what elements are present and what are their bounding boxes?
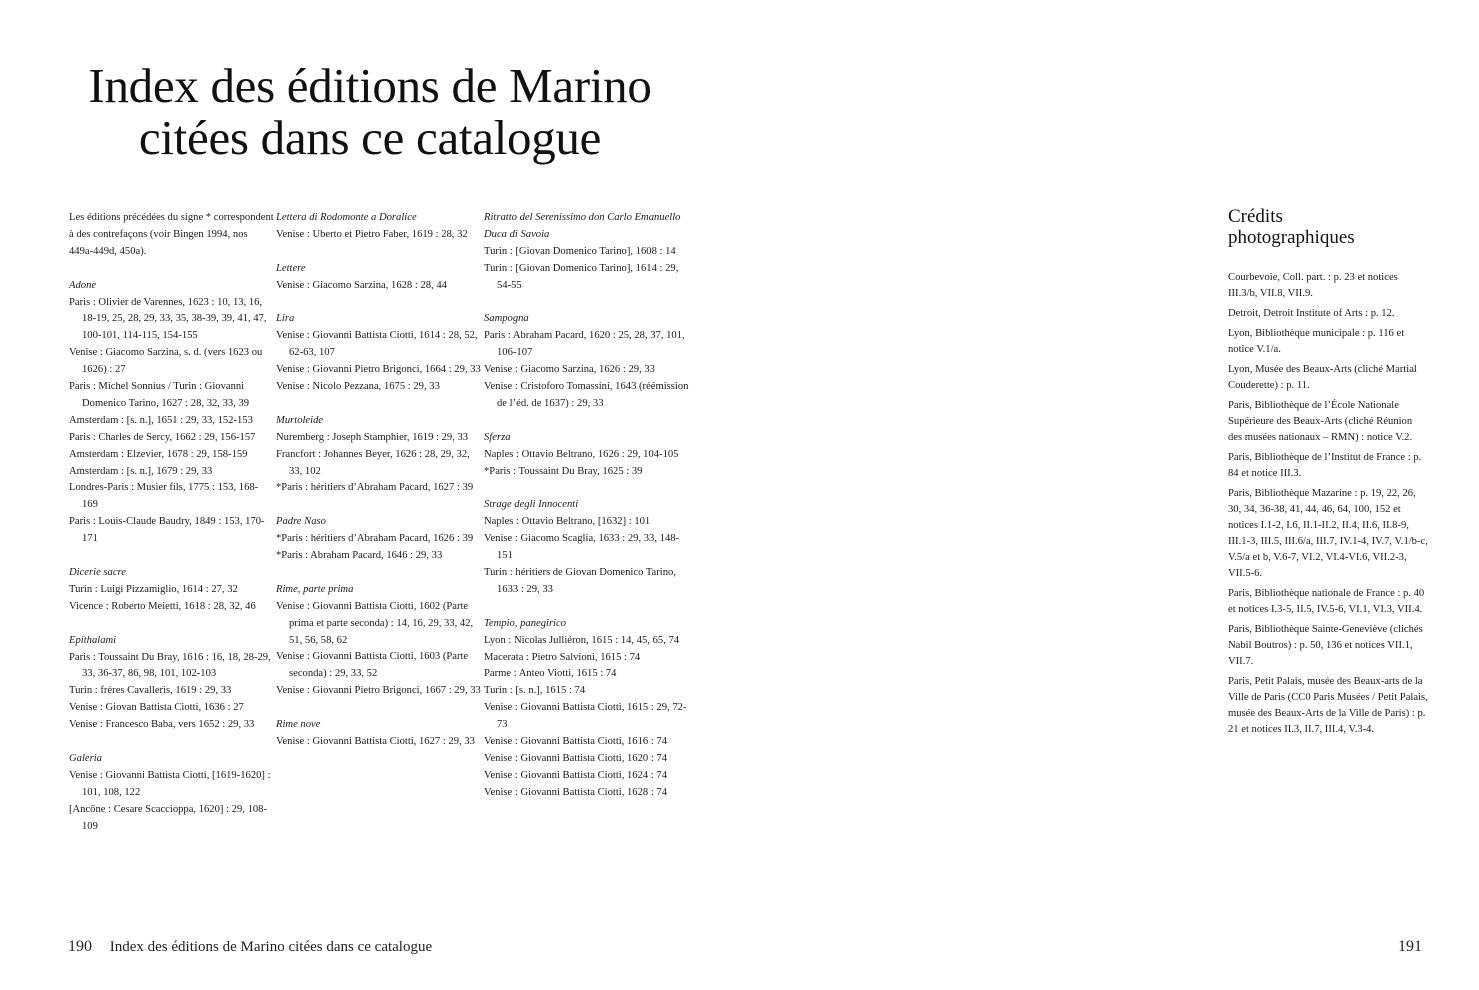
edition-entry: [Ancône : Cesare Scaccioppa, 1620] : 29, 108-109 bbox=[69, 803, 267, 832]
index-section bbox=[484, 497, 689, 598]
edition-entry: Francfort : Johannes Beyer, 1626 : 28, 29, 32, 33, 102 bbox=[276, 448, 470, 477]
edition-entry: Venise : Nicolo Pezzana, 1675 : 29, 33 bbox=[276, 381, 440, 393]
index-section bbox=[276, 413, 481, 498]
index-section bbox=[276, 514, 481, 565]
edition-entry: Nuremberg : Joseph Stamphier, 1619 : 29, 33 bbox=[276, 431, 469, 443]
index-section bbox=[484, 616, 689, 802]
title-line-2: citées dans ce catalogue bbox=[138, 110, 602, 165]
title-line-1: Index des éditions de Marino bbox=[88, 58, 652, 113]
edition-entry: Venise : Giovanni Battista Ciotti, 1620 : 74 bbox=[484, 752, 668, 764]
edition-entry: Parme : Anteo Viotti, 1615 : 74 bbox=[484, 668, 617, 680]
section-heading: Rime nove bbox=[276, 719, 321, 731]
section-heading: Padre Naso bbox=[276, 516, 326, 528]
index-section bbox=[69, 278, 274, 549]
section-heading: Epithalami bbox=[69, 634, 117, 646]
edition-entry: Amsterdam : Elzevier, 1678 : 29, 158-159 bbox=[69, 448, 248, 460]
edition-entry: Turin : Luigi Pizzamiglio, 1614 : 27, 32 bbox=[69, 583, 238, 595]
credits-list bbox=[1228, 270, 1428, 742]
index-section bbox=[276, 210, 481, 244]
edition-entry: Venise : Giovanni Battista Ciotti, 1628 : 74 bbox=[484, 786, 668, 798]
index-section bbox=[276, 261, 481, 295]
edition-entry: Amsterdam : [s. n.], 1651 : 29, 33, 152-153 bbox=[69, 414, 253, 426]
index-section bbox=[276, 582, 481, 700]
section-heading: Sferza bbox=[484, 431, 511, 443]
page-number-left: 190 bbox=[68, 938, 92, 955]
section-heading: Murtoleide bbox=[276, 414, 324, 426]
credit-entry: Paris, Bibliothèque de l’Institut de France : p. 84 et notice III.3. bbox=[1228, 452, 1422, 479]
edition-entry: Amsterdam : [s. n.], 1679 : 29, 33 bbox=[69, 465, 213, 477]
credit-entry: Lyon, Musée des Beaux-Arts (cliché Martial Couderette) : p. 11. bbox=[1228, 364, 1417, 391]
credit-entry: Paris, Bibliothèque de l’École Nationale Supérieure des Beaux-Arts (cliché Réunion des musées nationaux – RMN) : notice V.2. bbox=[1228, 400, 1413, 443]
edition-entry: Paris : Olivier de Varennes, 1623 : 10, 13, 16, 18-19, 25, 28, 29, 33, 35, 38-39, 39, 41, 47, 100-101, 114-115, 154-155 bbox=[69, 296, 267, 342]
edition-entry: Londres-Paris : Musier fils, 1775 : 153, 168-169 bbox=[69, 482, 259, 511]
index-section bbox=[69, 751, 274, 836]
credit-entry: Detroit, Detroit Institute of Arts : p. 12. bbox=[1228, 308, 1395, 319]
edition-entry: Turin : frères Cavalleris, 1619 : 29, 33 bbox=[69, 685, 232, 697]
edition-entry: Macerata : Pietro Salvioni, 1615 : 74 bbox=[484, 651, 641, 663]
edition-entry: Paris : Toussaint Du Bray, 1616 : 16, 18, 28-29, 33, 36-37, 86, 98, 101, 102-103 bbox=[69, 651, 271, 680]
section-heading: Sampogna bbox=[484, 313, 529, 325]
edition-entry: Venise : Giovanni Battista Ciotti, 1627 : 29, 33 bbox=[276, 736, 475, 747]
edition-entry: Paris : Abraham Pacard, 1620 : 25, 28, 37, 101, 106-107 bbox=[484, 330, 685, 359]
page-number-right: 191 bbox=[1398, 938, 1422, 955]
credit-entry: Lyon, Bibliothèque municipale : p. 116 et notice V.1/a. bbox=[1228, 328, 1405, 355]
index-column-2 bbox=[276, 210, 481, 768]
edition-entry: Venise : Giovanni Pietro Brigonci, 1664 : 29, 33 bbox=[276, 364, 481, 376]
edition-entry: Venise : Giovanni Battista Ciotti, 1602 (Parte prima et parte seconda) : 14, 16, 29, 33, 42, 51, 56, 58, 62 bbox=[276, 600, 474, 646]
edition-entry: *Paris : Abraham Pacard, 1646 : 29, 33 bbox=[276, 550, 443, 562]
section-heading: Tempio, panegirico bbox=[484, 617, 567, 629]
edition-entry: Venise : Giovanni Battista Ciotti, 1616 : 74 bbox=[484, 736, 668, 748]
credit-entry: Paris, Petit Palais, musée des Beaux-arts de la Ville de Paris (CC0 Paris Musées / Petit Palais, musée des Beaux-Arts de la Ville de Paris) : p. 21 et notices II.3, II.7, III.4, V.3-4. bbox=[1228, 676, 1428, 735]
edition-entry: Vicence : Roberto Meietti, 1618 : 28, 32, 46 bbox=[69, 600, 256, 612]
section-heading: Lira bbox=[276, 313, 295, 325]
section-heading: Lettera di Rodomonte a Doralice bbox=[276, 212, 417, 223]
index-section bbox=[69, 633, 274, 734]
edition-entry: Turin : héritiers de Giovan Domenico Tarino, 1633 : 29, 33 bbox=[484, 566, 676, 595]
edition-entry: Venise : Giovanni Battista Ciotti, 1603 (Parte seconda) : 29, 33, 52 bbox=[276, 651, 469, 680]
page-title bbox=[40, 60, 700, 164]
edition-entry: Turin : [Giovan Domenico Tarino], 1614 : 29, 54-55 bbox=[484, 262, 679, 291]
credit-entry: Paris, Bibliothèque nationale de France : p. 40 et notices I.3-5, II.5, IV.5-6, VI.1, VI.3, VII.4. bbox=[1228, 588, 1425, 615]
index-column-3 bbox=[484, 210, 689, 819]
credit-entry: Courbevoie, Coll. part. : p. 23 et notices III.3/b, VII.8, VII.9. bbox=[1228, 272, 1398, 299]
index-column-1 bbox=[69, 210, 274, 852]
index-section bbox=[484, 311, 689, 412]
edition-entry: Naples : Ottavio Beltrano, 1626 : 29, 104-105 bbox=[484, 448, 679, 460]
edition-entry: Venise : Francesco Baba, vers 1652 : 29, 33 bbox=[69, 719, 255, 731]
edition-entry: Venise : Giovan Battista Ciotti, 1636 : 27 bbox=[69, 702, 244, 714]
running-title: Index des éditions de Marino citées dans ce catalogue bbox=[109, 939, 433, 955]
edition-entry: Venise : Giovanni Battista Ciotti, 1614 : 28, 52, 62-63, 107 bbox=[276, 330, 478, 359]
edition-entry: Venise : Giacomo Sarzina, s. d. (vers 1623 ou 1626) : 27 bbox=[69, 347, 263, 376]
credit-entry: Paris, Bibliothèque Mazarine : p. 19, 22, 26, 30, 34, 36-38, 41, 44, 46, 64, 100, 152 et notices I.1-2, I.6, II.1-II.2, II.4, II.6, II.8-9, III.1-3, III.5, III.6/a, III.7, IV.1-4, IV.7, V.1/b-c, V.5/a et b, V.6-7, VI.2, VI.4-VI.6, VII.2-3, VII.5-6. bbox=[1228, 488, 1428, 579]
edition-entry: Turin : [s. n.], 1615 : 74 bbox=[484, 685, 586, 697]
edition-entry: *Paris : Toussaint Du Bray, 1625 : 39 bbox=[484, 465, 643, 477]
edition-entry: Paris : Charles de Sercy, 1662 : 29, 156-157 bbox=[69, 431, 256, 443]
index-section bbox=[69, 565, 274, 616]
edition-entry: Paris : Louis-Claude Baudry, 1849 : 153, 170-171 bbox=[69, 516, 265, 545]
index-section bbox=[276, 311, 481, 396]
section-heading: Galeria bbox=[69, 752, 102, 764]
index-section bbox=[484, 430, 689, 481]
edition-entry: Venise : Cristoforo Tomassini, 1643 (réémission de l’éd. de 1637) : 29, 33 bbox=[484, 381, 689, 409]
edition-entry: Venise : Giovanni Pietro Brigonci, 1667 : 29, 33 bbox=[276, 685, 481, 697]
credits-title-line-2: photographiques bbox=[1228, 227, 1355, 248]
edition-entry: Naples : Ottavio Beltrano, [1632] : 101 bbox=[484, 516, 651, 528]
footer-left bbox=[68, 938, 432, 956]
section-heading: Strage degli Innocenti bbox=[484, 499, 579, 511]
section-heading: Dicerie sacre bbox=[69, 567, 126, 578]
credits-title bbox=[1228, 206, 1355, 248]
index-section bbox=[276, 717, 481, 751]
edition-entry: Venise : Giovanni Battista Ciotti, [1619-1620] : 101, 108, 122 bbox=[69, 769, 271, 798]
edition-entry: Venise : Giacomo Scaglia, 1633 : 29, 33, 148-151 bbox=[484, 533, 680, 562]
intro-note: Les éditions précédées du signe * correspondent à des contrefaçons (voir Bingen 1994, nos 449a-449d, 450a). bbox=[69, 212, 274, 257]
edition-entry: Paris : Michel Sonnius / Turin : Giovanni Domenico Tarino, 1627 : 28, 32, 33, 39 bbox=[69, 381, 250, 409]
edition-entry: *Paris : héritiers d’Abraham Pacard, 1627 : 39 bbox=[276, 482, 474, 494]
edition-entry: Venise : Giacomo Sarzina, 1626 : 29, 33 bbox=[484, 364, 655, 376]
section-heading: Lettere bbox=[276, 262, 306, 274]
edition-entry: *Paris : héritiers d’Abraham Pacard, 1626 : 39 bbox=[276, 533, 474, 545]
section-heading: Adone bbox=[69, 279, 97, 291]
credit-entry: Paris, Bibliothèque Sainte-Geneviève (clichés Nabil Boutros) : p. 50, 136 et notices VII.1, VII.7. bbox=[1228, 624, 1423, 667]
edition-entry: Venise : Giovanni Battista Ciotti, 1624 : 74 bbox=[484, 769, 668, 781]
section-heading: Rime, parte prima bbox=[276, 583, 354, 595]
credits-title-line-1: Crédits bbox=[1228, 206, 1283, 227]
edition-entry: Venise : Giacomo Sarzina, 1628 : 28, 44 bbox=[276, 279, 447, 291]
edition-entry: Venise : Giovanni Battista Ciotti, 1615 : 29, 72-73 bbox=[484, 702, 687, 731]
edition-entry: Venise : Uberto et Pietro Faber, 1619 : 28, 32 bbox=[276, 228, 468, 240]
edition-entry: Turin : [Giovan Domenico Tarino], 1608 : 14 bbox=[484, 245, 676, 257]
section-heading: Ritratto del Serenissimo don Carlo Emanuello Duca di Savoia bbox=[484, 212, 681, 240]
edition-entry: Lyon : Nicolas Julliéron, 1615 : 14, 45, 65, 74 bbox=[484, 634, 680, 646]
index-section bbox=[484, 210, 689, 295]
